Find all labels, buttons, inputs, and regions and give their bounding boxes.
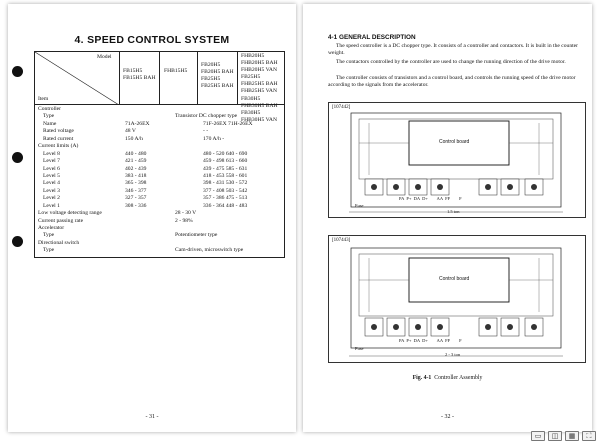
figure-ref: [107442] bbox=[332, 105, 351, 110]
spec-row: Accelerator bbox=[38, 225, 65, 231]
figure-2-3-ton bbox=[328, 235, 586, 363]
controller-drawing bbox=[329, 103, 587, 219]
spec-row: Type Potentiometer type bbox=[43, 232, 218, 239]
viewer-toolbar bbox=[531, 431, 596, 441]
terminal-labels: PA P+ DA D+ AA FF F bbox=[399, 338, 462, 343]
spec-row: Current limits (A) bbox=[38, 143, 79, 150]
item-label: Item bbox=[38, 95, 49, 102]
page-title: 4. SPEED CONTROL SYSTEM bbox=[74, 34, 230, 46]
grid-view-icon[interactable]: ▦ bbox=[565, 431, 579, 441]
paragraph: The controller consists of transistors and a control board, and controls the running speed of the drive motor according to the signals from the accelerator. bbox=[328, 75, 576, 89]
spec-row: Level 1 308 - 336 336 - 364 448 - 483 bbox=[43, 202, 248, 209]
spec-row: Level 8 440 - 480 480 - 520 640 - 690 bbox=[43, 150, 248, 157]
board-label: Control board bbox=[439, 276, 470, 282]
spec-row: Level 4 365 - 398 398 - 431 530 - 572 bbox=[43, 180, 248, 187]
spec-row: Level 6 402 - 439 439 - 475 585 - 631 bbox=[43, 165, 248, 172]
model-col-2: FHB15H5 bbox=[159, 52, 197, 104]
spec-table bbox=[34, 51, 285, 258]
spec-table-body bbox=[35, 105, 284, 257]
model-col-3: FB20H5 FB20H5 BAH FB25H5 FB25H5 BAH bbox=[197, 52, 237, 104]
fullscreen-icon[interactable]: ⛶ bbox=[582, 431, 596, 441]
board-label: Control board bbox=[439, 139, 470, 145]
fuse-label: Fuse bbox=[355, 203, 364, 208]
page-number: - 31 - bbox=[145, 414, 159, 420]
figure-1-5-ton bbox=[328, 102, 586, 218]
spec-row: Rated voltage 48 V - - bbox=[43, 128, 209, 135]
two-page-icon[interactable]: ◫ bbox=[548, 431, 562, 441]
fuse-label: Fuse bbox=[355, 346, 364, 351]
section-title: 4-1 GENERAL DESCRIPTION bbox=[328, 34, 416, 41]
spec-row: Current passing rate 2 - 98% bbox=[38, 217, 193, 224]
spec-row: Rated current 150 A/h 170 A/h - bbox=[43, 135, 225, 142]
paragraph: The contactors controlled by the controller are used to change the running direction of the drive motor. bbox=[336, 59, 566, 65]
terminal-labels: PA P+ DA D+ AA FF F bbox=[399, 196, 462, 201]
page-32 bbox=[303, 4, 592, 432]
figure-ref: [107443] bbox=[332, 238, 351, 243]
page-31 bbox=[8, 4, 296, 432]
paragraph: The speed controller is a DC chopper type. It consists of a controller and contactors. It is built in the counter weight. bbox=[328, 43, 579, 57]
capacity-label: 2 - 3 ton bbox=[445, 352, 461, 357]
model-label: Model bbox=[97, 54, 112, 60]
spec-row: Level 2 327 - 357 357 - 386 475 - 513 bbox=[43, 195, 248, 202]
binder-holes bbox=[12, 4, 24, 432]
page-number: - 32 - bbox=[441, 414, 454, 420]
spec-row: Controller bbox=[38, 106, 61, 112]
figure-caption: Fig. 4-1 Controller Assembly bbox=[412, 375, 483, 381]
binder-hole bbox=[12, 152, 23, 163]
spec-row: Name 71A-26EX 71F-26EX 71H-26EX bbox=[43, 120, 253, 127]
spec-row: Low voltage detecting range 28 - 30 V bbox=[38, 210, 197, 217]
capacity-label: 1.5 ton bbox=[447, 209, 460, 214]
model-col-1: FB15H5 FB15H5 BAH bbox=[119, 52, 159, 104]
spec-row: Level 3 346 - 377 377 - 408 503 - 542 bbox=[43, 187, 248, 194]
binder-hole bbox=[12, 66, 23, 77]
spec-row: Type Transistor DC chopper type bbox=[43, 113, 238, 120]
binder-hole bbox=[12, 236, 23, 247]
spec-row: Type Cam-driven, microswitch type bbox=[43, 247, 244, 254]
model-col-4: FHB20H5 FHB20H5 BAH FHB20H5 VAN FB25H5 FHB25H5 BAH FHB25H5 VAN FB30H5 FHB30H5 BAH FB30H5 FHB30H5 VAN bbox=[237, 52, 286, 104]
spec-row: Level 7 421 - 459 459 - 498 613 - 660 bbox=[43, 158, 248, 165]
spec-row: Directional switch bbox=[38, 239, 80, 246]
single-page-icon[interactable]: ▭ bbox=[531, 431, 545, 441]
controller-drawing bbox=[329, 236, 587, 364]
spec-row: Level 5 383 - 418 418 - 453 558 - 601 bbox=[43, 172, 248, 179]
